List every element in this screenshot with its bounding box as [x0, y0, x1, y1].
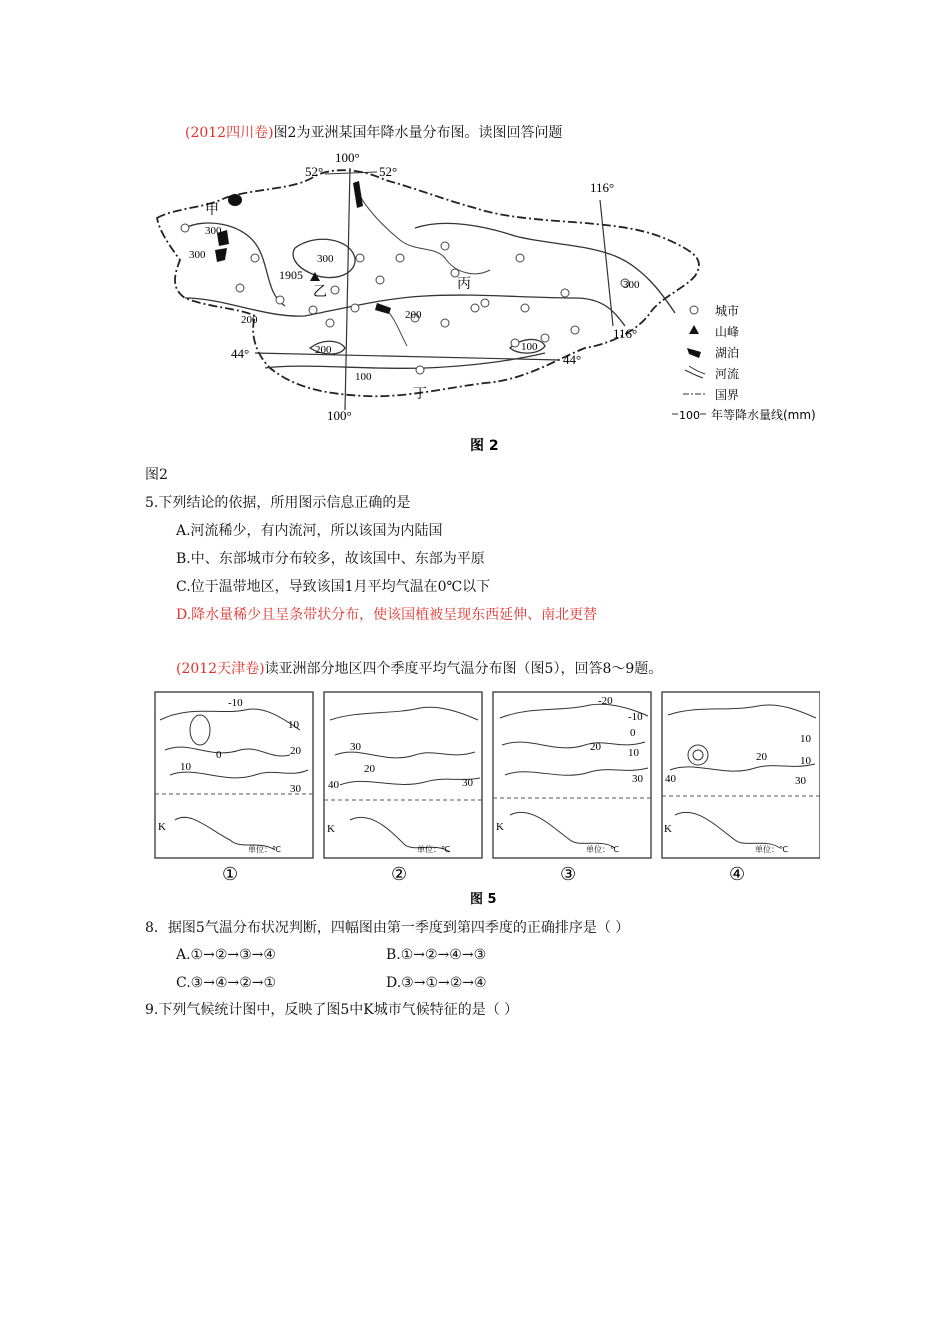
legend-label-lake: 湖泊 — [715, 346, 740, 360]
isohyet-label: 300 — [623, 279, 640, 291]
temperature-panels — [150, 690, 820, 910]
parallel-52 — [325, 172, 377, 174]
lon-label-100-bottom: 100° — [327, 408, 352, 423]
place-label-ding: 丁 — [413, 387, 427, 402]
meridian-100-top — [345, 168, 350, 410]
q1-header — [185, 124, 562, 142]
panel-1-unit: 单位：℃ — [248, 845, 281, 854]
legend-label-river: 河流 — [715, 367, 740, 381]
panel-3-label: 20 — [590, 741, 601, 753]
panel-3-number: ③ — [560, 864, 577, 884]
panel-2-number: ② — [391, 864, 408, 884]
isohyet-label: 300 — [205, 225, 222, 237]
lake-symbol — [687, 348, 701, 358]
isohyet-label: 100 — [521, 341, 538, 353]
panel-2-contours — [330, 707, 480, 852]
panel-1-label: 30 — [290, 783, 301, 795]
panel-3-contours — [500, 704, 648, 848]
isohyet-label: 200 — [405, 309, 422, 321]
legend-label-border: 国界 — [715, 388, 740, 402]
q1-intro: 图2为亚洲某国年降水量分布图。读图回答问题 — [273, 125, 563, 141]
panel-1-frame — [155, 692, 313, 858]
panel-3-label: -20 — [598, 695, 613, 707]
lat-label-52-left: 52° — [305, 164, 324, 179]
q8-option-b: B.①→②→④→③ — [386, 947, 487, 963]
panel-3-label: -10 — [628, 711, 643, 723]
fig5-caption: 图 5 — [470, 892, 497, 907]
q8-option-a: A.①→②→③→④ — [176, 947, 276, 963]
q1-source: (2012四川卷) — [185, 125, 274, 141]
lat-label-44-left: 44° — [231, 346, 250, 361]
panel-4-contours — [668, 705, 816, 848]
panel-2-label: 20 — [364, 763, 375, 775]
isohyet-label: 200 — [315, 344, 332, 356]
panel-1-number: ① — [222, 864, 239, 884]
panel-1-contours — [160, 709, 308, 850]
panel-1-label: 20 — [290, 745, 301, 757]
panel-4-number: ④ — [729, 864, 746, 884]
panel-1-label: -10 — [228, 697, 243, 709]
isohyet-label: 200 — [241, 314, 258, 326]
panel-4-label: 30 — [795, 775, 806, 787]
map-legend — [672, 304, 816, 422]
panel-2-label: 30 — [350, 741, 361, 753]
lake-khuvsgul — [228, 194, 242, 206]
q8-option-d: D.③→①→②→④ — [386, 975, 487, 991]
q2-intro: 读亚洲部分地区四个季度平均气温分布图（图5），回答8～9题。 — [264, 661, 663, 677]
legend-label-city: 城市 — [715, 304, 740, 318]
isohyet-label: 300 — [189, 249, 206, 261]
panel-4-label: 10 — [800, 755, 811, 767]
isohyet-300-east — [415, 223, 675, 313]
q2-header — [176, 660, 662, 678]
panel-3-label: K — [496, 821, 504, 833]
legend-label-peak: 山峰 — [715, 325, 740, 339]
place-label-yi: 乙 — [313, 285, 327, 300]
isohyet-label: 100 — [355, 371, 372, 383]
q5-option-a: A.河流稀少，有内流河，所以该国为内陆国 — [176, 523, 443, 539]
lon-label-116-bottom: 116° — [613, 326, 638, 341]
panel-1-label: K — [158, 821, 166, 833]
q8-question: 8．据图5气温分布状况判断，四幅图由第一季度到第四季度的正确排序是（ ） — [145, 920, 630, 936]
precipitation-map — [145, 148, 845, 458]
panel-1-label: 0 — [216, 749, 222, 761]
panel-2-frame — [324, 692, 482, 858]
panel-3-label: 0 — [630, 727, 636, 739]
isohyet-label: 300 — [317, 253, 334, 265]
lake-west2 — [215, 248, 227, 262]
isohyet-100 — [265, 353, 545, 368]
peak-elevation-label: 1905 — [279, 268, 303, 282]
lon-label-116-top: 116° — [590, 180, 615, 195]
lat-label-52-right: 52° — [379, 164, 398, 179]
q5-option-b: B.中、东部城市分布较多，故该国中、东部为平原 — [176, 551, 485, 567]
map-caption: 图 2 — [470, 438, 499, 454]
panel-3-label: 30 — [632, 773, 643, 785]
panel-4-label: 20 — [756, 751, 767, 763]
panel-2-label: 40 — [328, 779, 339, 791]
legend-isoline-value: 100 — [679, 409, 700, 422]
lake-north — [353, 181, 363, 208]
isohyet-300-west — [185, 223, 285, 306]
lat-label-44-right: 44° — [563, 352, 582, 367]
panel-2-unit: 单位：℃ — [417, 845, 450, 854]
legend-label-isoline: 年等降水量线(mm) — [711, 408, 816, 422]
q5-question: 5.下列结论的依据，所用图示信息正确的是 — [145, 495, 411, 511]
river-north — [357, 190, 490, 274]
peak-symbol — [689, 325, 699, 334]
panel-1-label: 10 — [288, 719, 299, 731]
panel-4-label: 10 — [800, 733, 811, 745]
panel-1-label: 10 — [180, 761, 191, 773]
figure-label: 图2 — [145, 467, 168, 483]
panel-4-unit: 单位：℃ — [755, 845, 788, 854]
q8-option-c: C.③→④→②→① — [176, 975, 277, 991]
panel-3-unit: 单位：℃ — [586, 845, 619, 854]
lake-central — [375, 303, 391, 314]
q5-option-c: C.位于温带地区，导致该国1月平均气温在0℃以下 — [176, 579, 491, 595]
panel-4-label: 40 — [665, 773, 676, 785]
river-symbol — [685, 366, 705, 378]
panel-3-label: 10 — [628, 747, 639, 759]
lon-label-100-top: 100° — [335, 150, 360, 165]
q5-option-d: D.降水量稀少且呈条带状分布，使该国植被呈现东西延伸、南北更替 — [176, 607, 598, 623]
panel-2-label: K — [327, 823, 335, 835]
q2-source: (2012天津卷) — [176, 661, 265, 677]
place-label-jia: 甲 — [205, 203, 219, 218]
panel-4-label: K — [664, 823, 672, 835]
panel-2-label: 30 — [462, 777, 473, 789]
city-symbol — [690, 306, 698, 314]
q9-question: 9.下列气候统计图中，反映了图5中K城市气候特征的是（ ） — [145, 1002, 519, 1018]
place-label-bing: 丙 — [457, 277, 471, 292]
